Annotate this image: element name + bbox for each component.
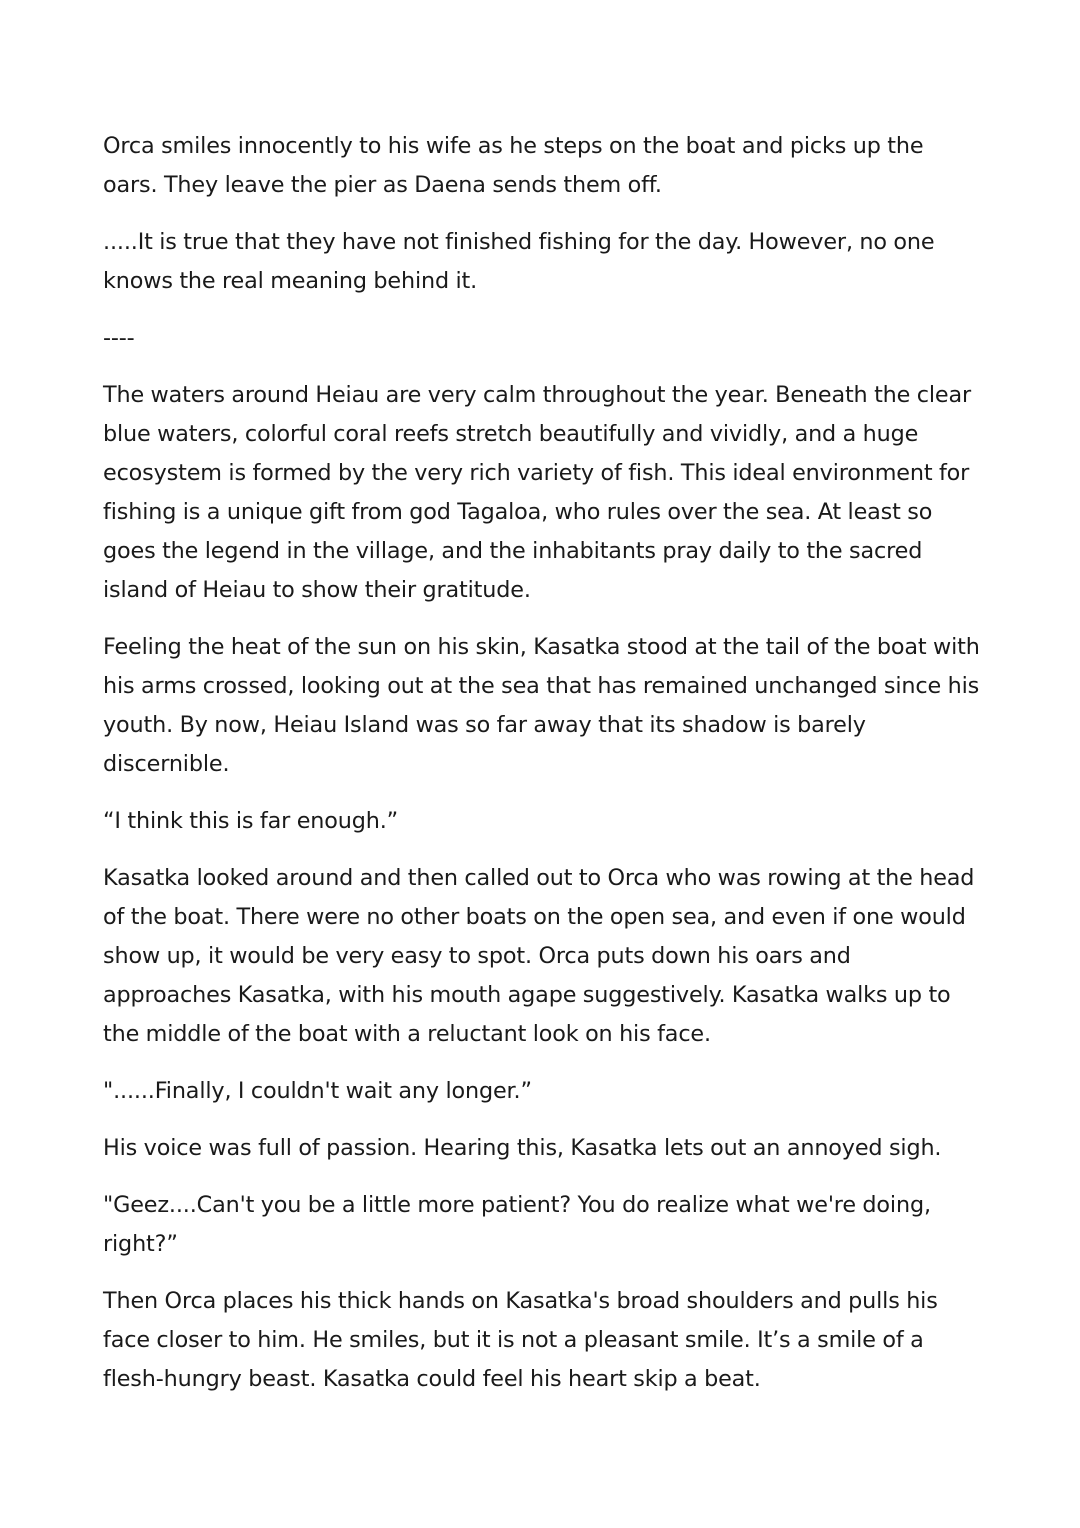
paragraph: The waters around Heiau are very calm throughout the year. Beneath the clear blue waters, colorful coral reefs stretch beautifully and vividly, and a huge ecosystem is formed by the very rich variety of fish. This ideal environment for fishing is a unique gift from god Tagaloa, who rules over the sea. At least so goes the legend in the village, and the inhabitants pray daily to the sacred island of Heiau to show their gratitude.	[103, 382, 971, 603]
paragraph: .....It is true that they have not finished fishing for the day. However, no one knows the real meaning behind it.	[103, 229, 935, 294]
dialogue-line: "......Finally, I couldn't wait any longer.”	[103, 1078, 532, 1104]
paragraph: Kasatka looked around and then called out to Orca who was rowing at the head of the boat. There were no other boats on the open sea, and even if one would show up, it would be very easy to spot. Orca puts down his oars and approaches Kasatka, with his mouth agape suggestively. Kasatka walks up to the middle of the boat with a reluctant look on his face.	[103, 865, 975, 1047]
paragraph: Orca smiles innocently to his wife as he steps on the boat and picks up the oars. They leave the pier as Daena sends them off.	[103, 133, 924, 198]
paragraph: Feeling the heat of the sun on his skin, Kasatka stood at the tail of the boat with his arms crossed, looking out at the sea that has remained unchanged since his youth. By now, Heiau Island was so far away that its shadow is barely discernible.	[103, 634, 980, 777]
paragraph: His voice was full of passion. Hearing this, Kasatka lets out an annoyed sigh.	[103, 1135, 942, 1161]
document-body	[103, 127, 983, 1417]
paragraph: Then Orca places his thick hands on Kasatka's broad shoulders and pulls his face closer to him. He smiles, but it is not a pleasant smile. It’s a smile of a flesh-hungry beast. Kasatka could feel his heart skip a beat.	[103, 1288, 938, 1392]
dialogue-line: "Geez....Can't you be a little more patient? You do realize what we're doing, right?”	[103, 1192, 931, 1257]
dialogue-line: “I think this is far enough.”	[103, 808, 399, 834]
section-divider: ----	[103, 325, 135, 351]
